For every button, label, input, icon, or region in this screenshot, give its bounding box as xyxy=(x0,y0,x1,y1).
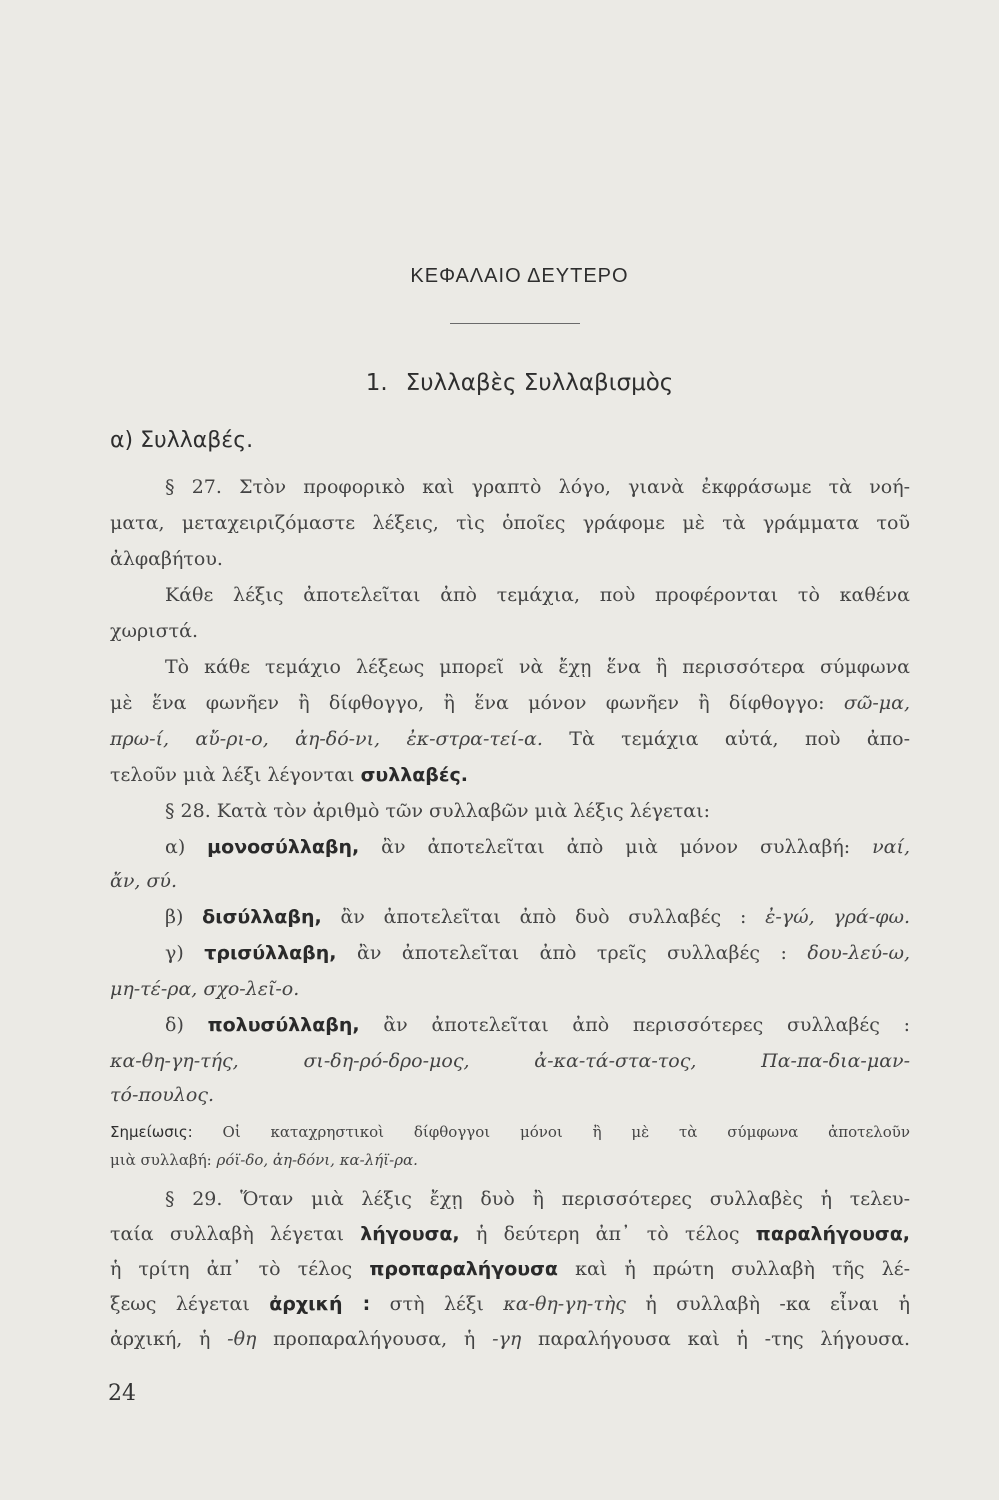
chapter-heading: ΚΕΦΑΛΑΙΟ ΔΕΥΤΕΡΟ xyxy=(410,265,629,287)
paragraph-28-item-d-examples: κα-θη-γη-τής, σι-δη-ρό-δρο-μος, ἀ-κα-τά-στα-τος, Πα-πα-δια-μαν- xyxy=(110,1050,910,1072)
paragraph-29-line xyxy=(110,1220,910,1248)
example-words: πρω-ί, αὔ-ρι-ο, ἀη-δό-νι, ἐκ-στρα-τεί-α. xyxy=(110,728,543,750)
term-initial: ἀρχική : xyxy=(269,1293,371,1315)
section-title-text: Συλλαβὲς Συλλαβισμὸς xyxy=(405,370,674,396)
term-disyllabic: δισύλλαβη, xyxy=(202,906,322,928)
page-number: 24 xyxy=(108,1381,136,1406)
text-run: ἡ συλλαβὴ -κα εἶναι ἡ xyxy=(645,1293,910,1315)
example-word: σῶ-μα, xyxy=(843,692,910,714)
section-title xyxy=(0,370,999,396)
paragraph-27-line: ματα, μεταχειριζόμαστε λέξεις, τὶς ὁποῖες γράφομε μὲ τὰ γράμματα τοῦ xyxy=(110,512,910,534)
example-word: δου-λεύ-ω, xyxy=(807,942,910,964)
example-syllable: -θη xyxy=(227,1328,257,1350)
paragraph-27-line xyxy=(110,761,910,789)
paragraph-28-item-a-cont: ἄν, σύ. xyxy=(110,870,178,892)
paragraph-27-line: ἀλφαβήτου. xyxy=(110,548,223,570)
subsection-label: α) xyxy=(110,428,134,453)
paragraph-27-line xyxy=(110,725,910,753)
text-run: τελοῦν μιὰ λέξι λέγονται xyxy=(110,764,355,786)
note-line xyxy=(110,1118,910,1146)
paragraph-28-item-a xyxy=(165,833,910,861)
paragraph-27-line xyxy=(110,689,910,717)
example-word: ναί, xyxy=(872,836,910,858)
paragraph-29-line xyxy=(110,1255,910,1283)
text-run: μὲ ἕνα φωνῆεν ἢ δίφθογγο, ἢ ἕνα μόνον φωνῆεν ἢ δίφθογγο: xyxy=(110,692,825,714)
text-run: μιὰ συλλαβή: xyxy=(110,1151,212,1169)
text-run: Οἱ καταχρηστικοὶ δίφθογγοι μόνοι ἢ μὲ τὰ σύμφωνα ἀποτελοῦν xyxy=(222,1123,910,1141)
example-word: κα-θη-γη-τὴς xyxy=(503,1293,626,1315)
term-ultimate: λήγουσα, xyxy=(360,1223,460,1245)
term-trisyllabic: τρισύλλαβη, xyxy=(204,942,337,964)
subsection-title xyxy=(110,428,253,453)
heading-divider xyxy=(450,323,580,324)
term-monosyllabic: μονοσύλλαβη, xyxy=(207,836,360,858)
text-run: ἂν ἀποτελεῖται ἀπὸ τρεῖς συλλαβές : xyxy=(357,942,787,964)
term-polysyllabic: πολυσύλλαβη, xyxy=(207,1014,360,1036)
text-run: παραλήγουσα καὶ ἡ -της λήγουσα. xyxy=(538,1328,910,1350)
section-number: 1. xyxy=(365,370,388,396)
example-words: ἐ-γώ, γρά-φω. xyxy=(765,906,911,928)
subsection-title-text: Συλλαβές. xyxy=(140,428,254,453)
item-label: γ) xyxy=(165,942,184,964)
paragraph-29-line xyxy=(110,1325,910,1353)
item-label: β) xyxy=(165,906,184,928)
note-line xyxy=(110,1146,910,1174)
paragraph-28-intro: § 28. Κατὰ τὸν ἀριθμὸ τῶν συλλαβῶν μιὰ λέξις λέγεται: xyxy=(165,800,710,822)
text-run: ἂν ἀποτελεῖται ἀπὸ μιὰ μόνον συλλαβή: xyxy=(381,836,851,858)
item-label: α) xyxy=(165,836,186,858)
text-run: ταία συλλαβὴ λέγεται xyxy=(110,1223,344,1245)
note-label: Σημείωσις: xyxy=(110,1123,193,1141)
paragraph-28-item-c-cont: μη-τέ-ρα, σχο-λεῖ-ο. xyxy=(110,978,300,1000)
text-run: ἡ τρίτη ἀπ᾽ τὸ τέλος xyxy=(110,1258,353,1280)
paragraph-28-item-b xyxy=(165,903,910,931)
paragraph-29-line xyxy=(110,1290,910,1318)
paragraph-28-item-d xyxy=(165,1011,910,1039)
paragraph-28-item-c xyxy=(165,939,910,967)
paragraph-27-line: χωριστά. xyxy=(110,620,198,642)
text-run: στὴ λέξι xyxy=(389,1293,484,1315)
term-syllables: συλλαβές. xyxy=(360,764,468,786)
text-run: Τὰ τεμάχια αὐτά, ποὺ ἀπο- xyxy=(569,728,910,750)
term-antepenultimate: προπαραλήγουσα xyxy=(369,1258,558,1280)
paragraph-28-item-d-cont: τό-πουλος. xyxy=(110,1084,215,1106)
text-run: καὶ ἡ πρώτη συλλαβὴ τῆς λέ- xyxy=(575,1258,911,1280)
paragraph-27-line: Τὸ κάθε τεμάχιο λέξεως μπορεῖ νὰ ἔχῃ ἕνα ἢ περισσότερα σύμφωνα xyxy=(165,656,910,678)
text-run: ἂν ἀποτελεῖται ἀπὸ δυὸ συλλαβές : xyxy=(340,906,747,928)
text-run: ξεως λέγεται xyxy=(110,1293,250,1315)
text-run: ἀρχική, ἡ xyxy=(110,1328,211,1350)
paragraph-27-line: § 27. Στὸν προφορικὸ καὶ γραπτὸ λόγο, γιανὰ ἐκφράσωμε τὰ νοή- xyxy=(165,476,910,498)
text-run: ἡ δεύτερη ἀπ᾽ τὸ τέλος xyxy=(475,1223,740,1245)
item-label: δ) xyxy=(165,1014,184,1036)
paragraph-27-line: Κάθε λέξις ἀποτελεῖται ἀπὸ τεμάχια, ποὺ προφέρονται τὸ καθένα xyxy=(165,584,910,606)
text-run: ἂν ἀποτελεῖται ἀπὸ περισσότερες συλλαβές : xyxy=(383,1014,910,1036)
example-syllable: -γη xyxy=(492,1328,522,1350)
paragraph-29-line: § 29. Ὅταν μιὰ λέξις ἔχῃ δυὸ ἢ περισσότερες συλλαβὲς ἡ τελευ- xyxy=(165,1188,910,1210)
text-run: προπαραλήγουσα, ἡ xyxy=(273,1328,476,1350)
example-words: ρόϊ-δο, ἀη-δόνι, κα-λήϊ-ρα. xyxy=(216,1151,418,1169)
term-penultimate: παραλήγουσα, xyxy=(755,1223,910,1245)
